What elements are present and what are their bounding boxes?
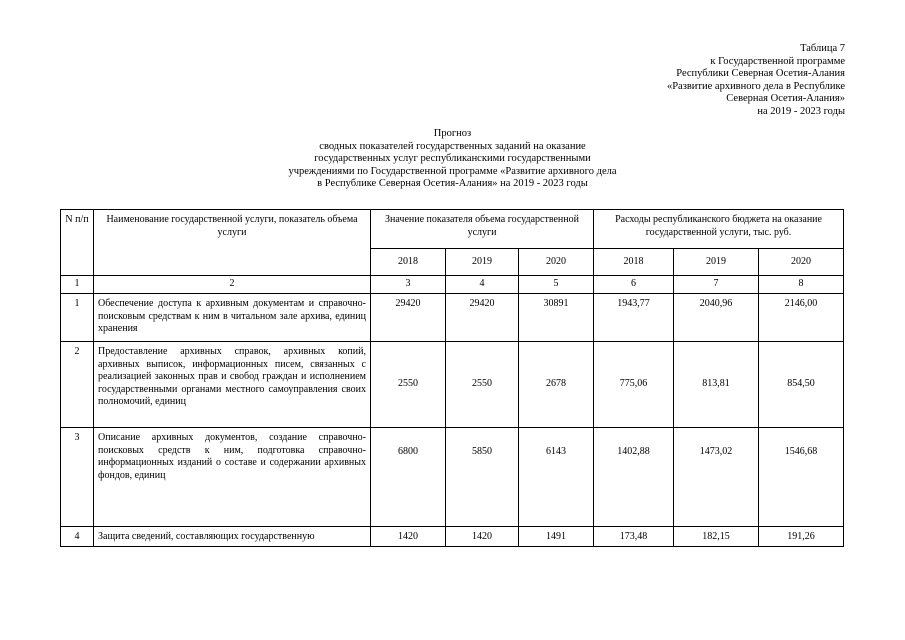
- column-number: 7: [674, 276, 759, 294]
- row-value: 182,15: [674, 527, 759, 547]
- year-cell: 2019: [674, 249, 759, 276]
- row-num: 4: [61, 527, 94, 547]
- title-line: сводных показателей государственных заданий на оказание: [319, 140, 586, 152]
- title-line: в Республике Северная Осетия-Алания» на 2019 - 2023 годы: [317, 178, 588, 190]
- table-row: [61, 428, 844, 527]
- row-value: 1420: [446, 527, 519, 547]
- row-value: 5850: [446, 428, 519, 527]
- row-value: 6143: [519, 428, 594, 527]
- document-header-right: [667, 43, 845, 119]
- header-service-name: Наименование государственной услуги, показатель объема услуги: [94, 210, 371, 276]
- column-number: 5: [519, 276, 594, 294]
- row-value: 1402,88: [594, 428, 674, 527]
- row-value: 1473,02: [674, 428, 759, 527]
- document-title: [200, 128, 705, 191]
- header-line: «Развитие архивного дела в Республике: [666, 80, 845, 92]
- row-value: 2550: [446, 342, 519, 428]
- column-number: 2: [94, 276, 371, 294]
- row-num: 2: [61, 342, 94, 428]
- header-line: на 2019 - 2023 годы: [757, 105, 845, 117]
- row-value: 173,48: [594, 527, 674, 547]
- year-cell: 2020: [519, 249, 594, 276]
- table-column-numbers-row: [61, 276, 844, 294]
- year-cell: 2018: [594, 249, 674, 276]
- row-value: 1943,77: [594, 294, 674, 342]
- row-value: 1546,68: [759, 428, 844, 527]
- title-line: учреждениями по Государственной программе «Развитие архивного дела: [288, 165, 617, 177]
- row-value: 2146,00: [759, 294, 844, 342]
- header-expenses: Расходы республиканского бюджета на оказание государственной услуги, тыс. руб.: [594, 210, 844, 249]
- row-value: 6800: [371, 428, 446, 527]
- header-line: к Государственной программе: [710, 55, 845, 67]
- table-row: [61, 527, 844, 547]
- row-num: 1: [61, 294, 94, 342]
- row-value: 1420: [371, 527, 446, 547]
- table-header-row: [61, 210, 844, 249]
- header-line: Таблица 7: [800, 43, 845, 54]
- row-value: 29420: [371, 294, 446, 342]
- row-service-name: Обеспечение доступа к архивным документам и справочно-поисковым средствам к ним в читальном зале архива, единиц хранения: [94, 294, 371, 342]
- row-value: 1491: [519, 527, 594, 547]
- title-line: государственных услуг республиканскими государственными: [314, 153, 591, 165]
- row-num: 3: [61, 428, 94, 527]
- row-service-name: Описание архивных документов, создание справочно-поисковых средств к ним, подготовка справочно-информационных изданий о составе и содержании архивных фондов, единиц: [94, 428, 371, 527]
- title-line: Прогноз: [433, 128, 472, 139]
- year-cell: 2020: [759, 249, 844, 276]
- row-value: 2678: [519, 342, 594, 428]
- row-value: 2550: [371, 342, 446, 428]
- year-cell: 2019: [446, 249, 519, 276]
- row-value: 813,81: [674, 342, 759, 428]
- header-volume: Значение показателя объема государственной услуги: [371, 210, 594, 249]
- row-value: 775,06: [594, 342, 674, 428]
- row-value: 2040,96: [674, 294, 759, 342]
- row-value: 191,26: [759, 527, 844, 547]
- row-value: 29420: [446, 294, 519, 342]
- row-value: 30891: [519, 294, 594, 342]
- table-row: [61, 294, 844, 342]
- forecast-table: [60, 209, 844, 547]
- year-cell: 2018: [371, 249, 446, 276]
- column-number: 1: [61, 276, 94, 294]
- column-number: 4: [446, 276, 519, 294]
- header-line: Северная Осетия-Алания»: [726, 93, 845, 105]
- row-service-name: Предоставление архивных справок, архивных копий, архивных выписок, информационных писем, связанных с реализацией законных прав и свобод граждан и исполнением государственными органами местного самоуправления своих полномочий, единиц: [94, 342, 371, 428]
- header-num: N п/п: [61, 210, 94, 276]
- column-number: 3: [371, 276, 446, 294]
- row-value: 854,50: [759, 342, 844, 428]
- header-line: Республики Северная Осетия-Алания: [676, 68, 845, 80]
- column-number: 6: [594, 276, 674, 294]
- table-row: [61, 342, 844, 428]
- row-service-name: Защита сведений, составляющих государственную: [94, 527, 371, 547]
- column-number: 8: [759, 276, 844, 294]
